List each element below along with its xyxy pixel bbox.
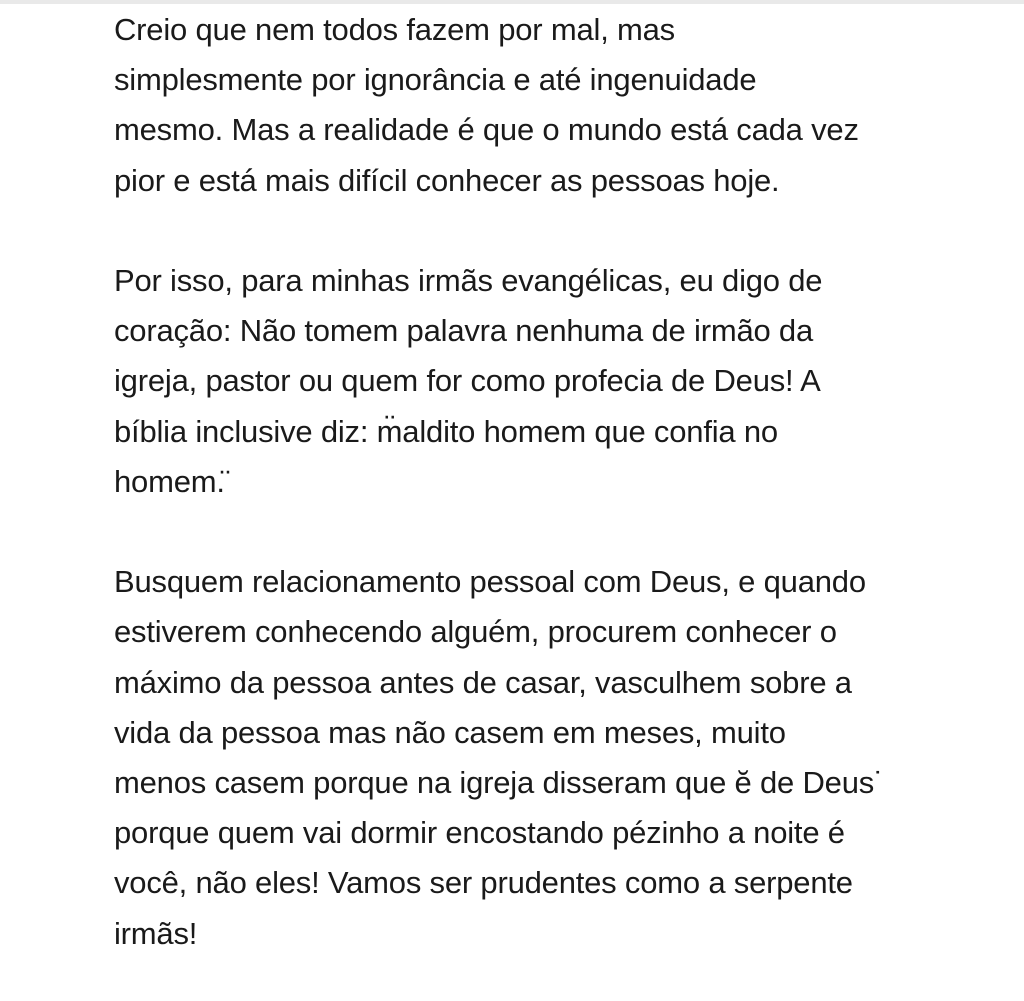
- paragraph-2: Por isso, para minhas irmãs evangélicas, eu digo de coração: Não tomem palavra nenhuma de irmão da igreja, pastor ou quem for como profecia de Deus! A bíblia inclusive diz: m̈aldito homem que confia no homem.̈: [114, 263, 823, 499]
- article-body: [114, 5, 974, 959]
- paragraph-1: Creio que nem todos fazem por mal, mas simplesmente por ignorância e até ingenuidade mesmo. Mas a realidade é que o mundo está cada vez pior e está mais difícil conhecer as pessoas hoje.: [114, 12, 859, 198]
- paragraph-3: Busquem relacionamento pessoal com Deus, e quando estiverem conhecendo alguém, procurem conhecer o máximo da pessoa antes de casar, vasculhem sobre a vida da pessoa mas não casem em meses, muito menos casem porque na igreja disseram que ĕ de Deus˙ porque quem vai dormir encostando pézinho a noite é você, não eles! Vamos ser prudentes como a serpente irmãs!: [114, 564, 885, 951]
- top-divider: [0, 0, 1024, 4]
